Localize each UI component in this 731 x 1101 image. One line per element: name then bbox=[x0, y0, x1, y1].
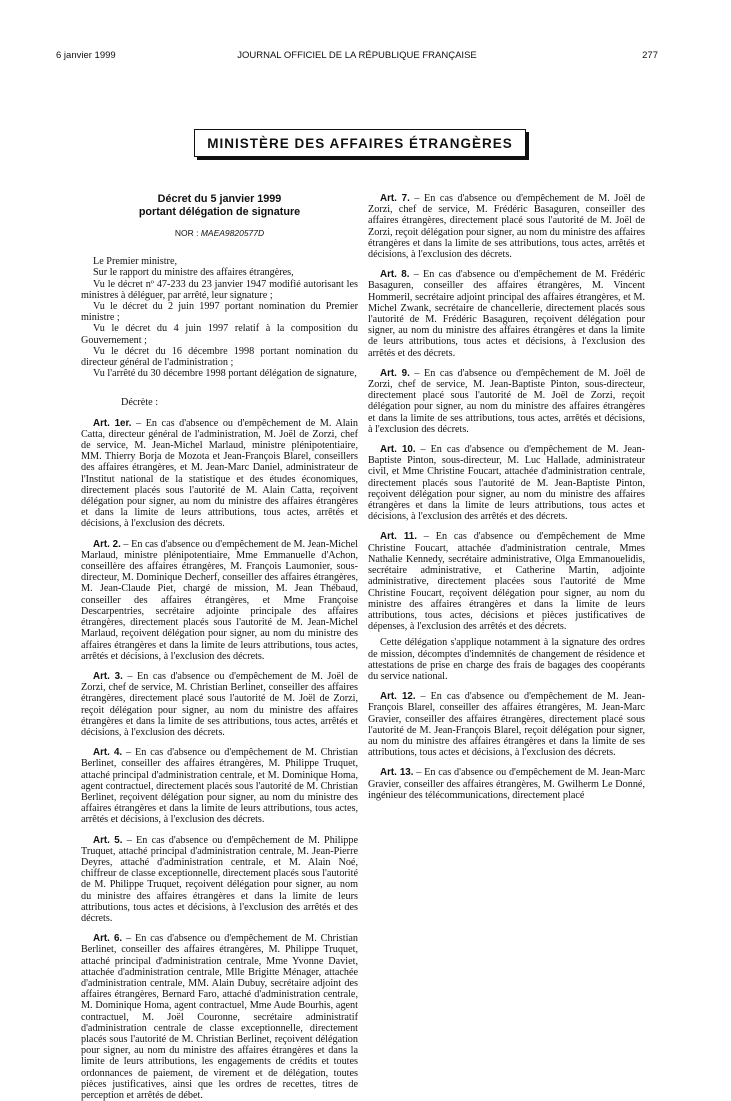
article-12 bbox=[368, 691, 645, 758]
article-text: – En cas d'absence ou d'empêchement de M. Frédéric Basaguren, conseiller des affaires étrangères, M. Vincent Hommeril, secrétaire adjoint principal des affaires étrangères, et M. Michel Zwank, secrétaire de chancellerie, directement placés sous l'autorité de M. Frédéric Basaguren, reçoivent délégation pour signer, au nom du ministre des affaires étrangères et dans la limite de leurs attributions, tous actes et décisions, à l'exclusion des arrêtés et des décrets. bbox=[368, 269, 645, 359]
article-text: – En cas d'absence ou d'empêchement de M. Joël de Zorzi, chef de service, M. Jean-Baptiste Pinton, sous-directeur, directement placé sous l'autorité de M. Joël de Zorzi, reçoit délégation pour signer, au nom du ministre des affaires étrangères et dans la limite de ses attributions, tous actes, arrêtés et décisions, à l'exclusion des décrets. bbox=[368, 367, 646, 435]
article-1 bbox=[81, 418, 358, 530]
article-label: Art. 1er. bbox=[93, 417, 132, 429]
page-header bbox=[56, 50, 658, 64]
preamble-line: Sur le rapport du ministre des affaires étrangères, bbox=[93, 267, 294, 279]
article-11-note: Cette délégation s'applique notamment à la signature des ordres de mission, décomptes d'indemnités de changement de résidence et attestations de prise en charge des frais de bagages des coopérants du service national. bbox=[368, 637, 645, 682]
article-label: Art. 5. bbox=[93, 834, 123, 846]
article-text: – En cas d'absence ou d'empêchement de M. Alain Catta, directeur général de l'administration, M. Joël de Zorzi, chef de service, M. Jean-Michel Marlaud, ministre plénipotentiaire, MM. Thierry Borja de Mozota et Jean-François Blarel, conseillers des affaires étrangères, et M. Jean-Marc Daniel, administrateur de l'Institut national de la statistique et des études économiques, directement placés sous l'autorité de M. Alain Catta, reçoivent délégation pour signer, au nom du ministre des affaires étrangères et dans la limite de leurs attributions, tous actes, arrêtés et décisions, à l'exclusion des décrets. bbox=[81, 417, 358, 530]
article-text: – En cas d'absence ou d'empêchement de M. Philippe Truquet, attaché principal d'administration centrale, M. Jean-Pierre Deyres, attaché d'administration centrale, et M. Alain Noé, chiffreur de classe exceptionnelle, directement placés sous l'autorité de M. Philippe Truquet, reçoivent délégation pour signer, au nom du ministre des affaires étrangères et dans la limite de leurs attributions, tous actes et décisions, à l'exclusion des arrêtés et des décrets. bbox=[81, 834, 359, 924]
right-column bbox=[368, 193, 645, 983]
article-2 bbox=[81, 539, 358, 662]
nor-label: NOR : bbox=[174, 228, 199, 238]
article-text: – En cas d'absence ou d'empêchement de M. Christian Berlinet, conseiller des affaires étrangères, M. Philippe Truquet, attaché principal d'administration centrale, Mme Yvonne Daviet, attachée d'administration centrale, Mlle Brigitte Ménager, attachée d'administration centrale, MM. Alain Dubuy, secrétaire adjoint des affaires étrangères, Bernard Faro, attaché d'administration centrale, M. Dominique Homa, agent contractuel, Mme Aude Bourhis, agent contractuel, M. Joël Couronne, secrétaire administratif d'administration centrale de classe exceptionnelle, directement placés sous l'autorité de M. Christian Berlinet, reçoivent délégation pour signer, au nom du ministre des affaires étrangères et dans la limite de leurs attributions, les engagements de crédits et toutes ordonnances de paiement, de virement et de délégation, toutes pièces justificatives, ainsi que les ordres de recettes, titres de perception et arrêtés de débet. bbox=[81, 933, 359, 1101]
article-label: Art. 3. bbox=[93, 670, 123, 682]
article-label: Art. 10. bbox=[380, 444, 416, 456]
preamble-line: Vu l'arrêté du 30 décembre 1998 portant délégation de signature, bbox=[93, 368, 357, 380]
article-label: Art. 7. bbox=[380, 193, 410, 204]
issue-date: 6 janvier 1999 bbox=[56, 50, 116, 61]
article-label: Art. 2. bbox=[93, 538, 121, 550]
article-3 bbox=[81, 671, 358, 738]
preamble-line: Le Premier ministre, bbox=[93, 256, 178, 268]
article-text: – En cas d'absence ou d'empêchement de M. Jean-Baptiste Pinton, sous-directeur, M. Luc Hallade, administrateur civil, et Mme Christine Foucart, attachée d'administration centrale, directement placés sous l'autorité de M. Jean-Baptiste Pinton, reçoivent délégation pour signer, au nom du ministre des affaires étrangères et dans la limite de leurs attributions, tous actes et décisions, à l'exclusion des arrêtés et des décrets. bbox=[368, 444, 645, 523]
article-text: – En cas d'absence ou d'empêchement de M. Joël de Zorzi, chef de service, M. Christian Berlinet, conseiller des affaires étrangères, directement placé sous l'autorité de M. Joël de Zorzi, reçoit délégation pour signer, au nom du ministre des affaires étrangères et dans la limite de ses attributions, tous actes, arrêtés et décisions, à l'exclusion des décrets. bbox=[81, 670, 359, 738]
article-8 bbox=[368, 269, 645, 359]
article-label: Art. 6. bbox=[93, 933, 123, 945]
decrete-line: Décrète : bbox=[121, 397, 159, 409]
nor-reference bbox=[81, 228, 358, 239]
journal-title: JOURNAL OFFICIEL DE LA RÉPUBLIQUE FRANÇAISE bbox=[237, 50, 477, 61]
article-label: Art. 12. bbox=[380, 691, 416, 703]
article-9 bbox=[368, 368, 645, 435]
page-number: 277 bbox=[642, 50, 658, 61]
article-label: Art. 4. bbox=[93, 747, 123, 759]
preamble-line: Vu le décret nº 47-233 du 23 janvier 1947 modifié autorisant les ministres à déléguer, par arrêté, leur signature ; bbox=[81, 278, 358, 301]
article-label: Art. 8. bbox=[380, 269, 410, 281]
article-label: Art. 9. bbox=[380, 367, 410, 379]
article-text: – En cas d'absence ou d'empêchement de M. Jean-Marc Gravier, conseiller des affaires étrangères, M. Gwilherm Le Donné, ingénieur des télécommunications, directement placé bbox=[368, 767, 646, 801]
article-text: – En cas d'absence ou d'empêchement de Mme Christine Foucart, attachée d'administration centrale, Mmes Nathalie Kennedy, secrétaire administrative, Olga Emmanouelidis, secrétaire administrative, et Catherine Martin, adjointe administrative, directement placées sous l'autorité de Mme Christine Foucart, reçoivent délégation pour signer, au nom du ministre des affaires étrangères et dans la limite de leurs attributions, tous actes, décisions et pièces justificatives de dépenses, à l'exclusion des arrêtés et des décrets. bbox=[368, 531, 645, 633]
decree-title-line1: Décret du 5 janvier 1999 bbox=[157, 193, 282, 205]
decree-title-line2: portant délégation de signature bbox=[138, 205, 301, 218]
preamble bbox=[81, 256, 358, 379]
nor-code: MAEA9820577D bbox=[200, 228, 265, 238]
preamble-line: Vu le décret du 2 juin 1997 portant nomination du Premier ministre ; bbox=[81, 301, 358, 324]
article-13 bbox=[368, 767, 645, 801]
preamble-line: Vu le décret du 16 décembre 1998 portant nomination du directeur général de l'administration ; bbox=[81, 345, 358, 369]
article-5 bbox=[81, 835, 358, 925]
article-text: – En cas d'absence ou d'empêchement de M. Jean-François Blarel, conseiller des affaires étrangères, M. Jean-Marc Gravier, conseiller des affaires étrangères, directement placé sous l'autorité de M. Jean-François Blarel, reçoit délégation pour signer, au nom du ministre des affaires étrangères et dans la limite de ses attributions, tous actes et décisions, à l'exclusion des décrets. bbox=[368, 691, 645, 759]
article-label: Art. 11. bbox=[380, 531, 417, 543]
article-label: Art. 13. bbox=[380, 767, 414, 779]
left-column bbox=[81, 193, 359, 1101]
article-text: – En cas d'absence ou d'empêchement de M. Christian Berlinet, conseiller des affaires étrangères, M. Philippe Truquet, attaché principal d'administration centrale, et M. Dominique Homa, agent contractuel, directement placés sous l'autorité de M. Christian Berlinet, reçoivent délégation pour signer, au nom du ministre des affaires étrangères et dans la limite de leurs attributions, tous actes, arrêtés et décisions, à l'exclusion des décrets. bbox=[81, 747, 359, 826]
preamble-line: Vu le décret du 4 juin 1997 relatif à la composition du Gouvernement ; bbox=[81, 323, 358, 346]
ministry-heading: MINISTÈRE DES AFFAIRES ÉTRANGÈRES bbox=[194, 129, 526, 157]
decree-title bbox=[81, 193, 358, 218]
article-10 bbox=[368, 444, 645, 522]
article-text: – En cas d'absence ou d'empêchement de M. Jean-Michel Marlaud, ministre plénipotentiaire, Mme Emmanuelle d'Achon, conseillère des affaires étrangères, M. François Laumonier, sous-directeur, M. Dominique Decherf, conseiller des affaires étrangères, M. Jean-Claude Piet, chargé de mission, M. Jean Thébaud, conseiller des affaires étrangères, et Mme Françoise Descarpentries, secrétaire adjointe principale des affaires étrangères, directement placés sous l'autorité de M. Jean-Michel Marlaud, reçoivent délégation pour signer, au nom du ministre des affaires étrangères et dans la limite de leurs attributions, tous actes, arrêtés et décisions, à l'exclusion des décrets. bbox=[81, 538, 358, 662]
article-text: – En cas d'absence ou d'empêchement de M. Joël de Zorzi, chef de service, M. Frédéric Basaguren, conseiller des affaires étrangères, directement placé sous l'autorité de M. Joël de Zorzi, reçoit délégation pour signer, au nom du ministre des affaires étrangères et dans la limite de ses attributions, tous actes, arrêtés et décisions, à l'exclusion des décrets. bbox=[368, 193, 646, 261]
article-4 bbox=[81, 747, 358, 825]
article-6 bbox=[81, 933, 358, 1101]
article-7 bbox=[368, 193, 645, 260]
article-11 bbox=[368, 531, 645, 632]
